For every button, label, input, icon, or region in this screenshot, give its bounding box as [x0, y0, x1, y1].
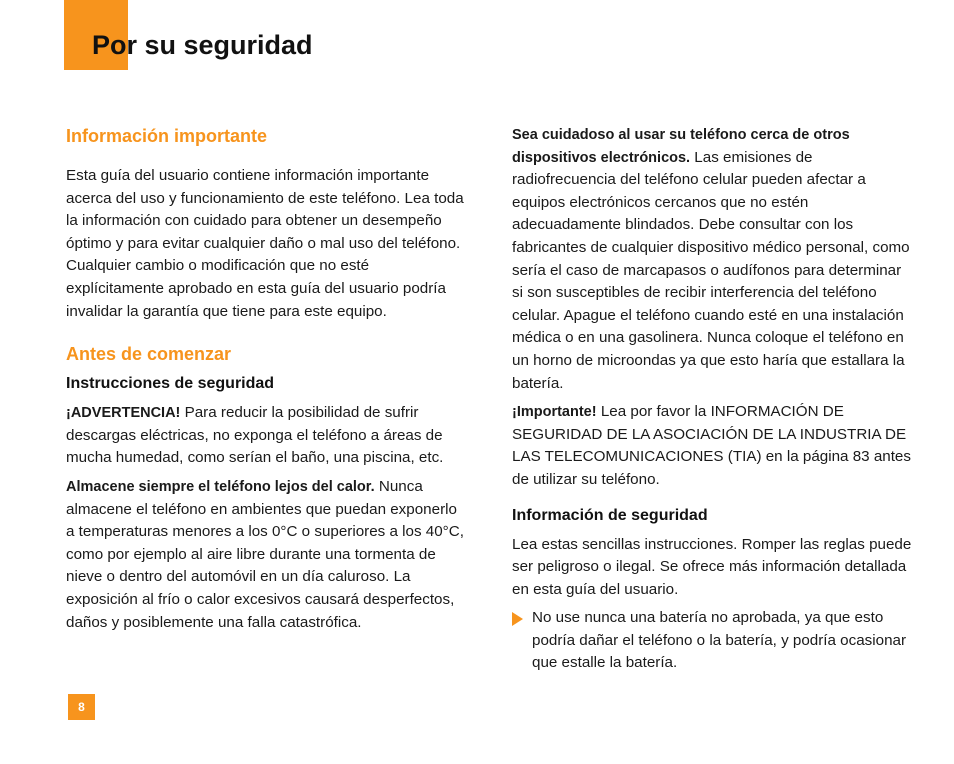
devices-paragraph [512, 124, 912, 395]
warning-text: Para reducir la posibilidad de sufrir descargas eléctricas, no exponga el teléfono a áreas de mucha humedad, como serían el baño, una piscina, etc. [66, 404, 444, 467]
page-title: Por su seguridad [92, 30, 313, 60]
triangle-bullet-icon [512, 612, 523, 626]
instructions-heading: Instrucciones de seguridad [66, 375, 275, 393]
warning-paragraph [66, 402, 466, 470]
heat-lead: Almacene siempre el teléfono lejos del calor. [66, 478, 375, 495]
important-paragraph [512, 401, 912, 491]
left-column [66, 120, 466, 634]
devices-text: Las emisiones de radiofrecuencia del teléfono celular pueden afectar a equipos electrónicos cercanos que no estén adecuadamente blindados. Debe consultar con los fabricantes de cualquier dispositivo médico personal, como sería el caso de marcapasos o audífonos para determinar si son susceptibles de recibir interferencia del teléfono celular. Apague el teléfono cuando esté en una instalación médica o en una gasolinera. Nunca coloque el teléfono en un horno de microondas ya que esto haría que estallara la batería. [512, 148, 910, 392]
right-column [512, 120, 912, 675]
safety-heading: Información de seguridad [512, 506, 708, 524]
important-lead: ¡Importante! [512, 404, 597, 421]
page-number: 8 [68, 694, 95, 720]
important-text: Lea por favor la INFORMACIÓN DE SEGURIDAD DE LA ASOCIACIÓN DE LA INDUSTRIA DE LAS TELECOMUNICACIONES (TIA) en la página 83 antes de utilizar su teléfono. [512, 403, 911, 488]
heat-text: Nunca almacene el teléfono en ambientes que puedan exponerlo a temperaturas menores a los 0°C o superiores a los 40°C, como por ejemplo al aire libre durante una tormenta de nieve o dentro del automóvil en un día caluroso. La exposición al frío o calor excesivos causará desperfectos, daños y posiblemente una falla catastrófica. [66, 477, 464, 631]
info-paragraph: Esta guía del usuario contiene información importante acerca del uso y funcionamiento de este teléfono. Lea toda la información con cuidado para obtener un desempeño óptimo y para evitar cualquier daño o mal uso del teléfono. Cualquier cambio o modificación que no esté explícitamente aprobado en esta guía del usuario podría invalidar la garantía que tiene para este equipo. [66, 167, 464, 320]
warning-lead: ¡ADVERTENCIA! [66, 405, 181, 422]
bullet-text: No use nunca una batería no aprobada, ya que esto podría dañar el teléfono o la batería, y podría ocasionar que estalle la batería. [532, 609, 907, 672]
list-item [512, 607, 912, 675]
heat-paragraph [66, 476, 466, 634]
safety-paragraph: Lea estas sencillas instrucciones. Romper las reglas puede ser peligroso o ilegal. Se ofrece más información detallada en esta guía del usuario. [512, 535, 912, 598]
devices-lead: Sea cuidadoso al usar su teléfono cerca de otros dispositivos electrónicos. [512, 127, 850, 166]
info-heading: Información importante [66, 126, 268, 146]
before-heading: Antes de comenzar [66, 344, 232, 365]
